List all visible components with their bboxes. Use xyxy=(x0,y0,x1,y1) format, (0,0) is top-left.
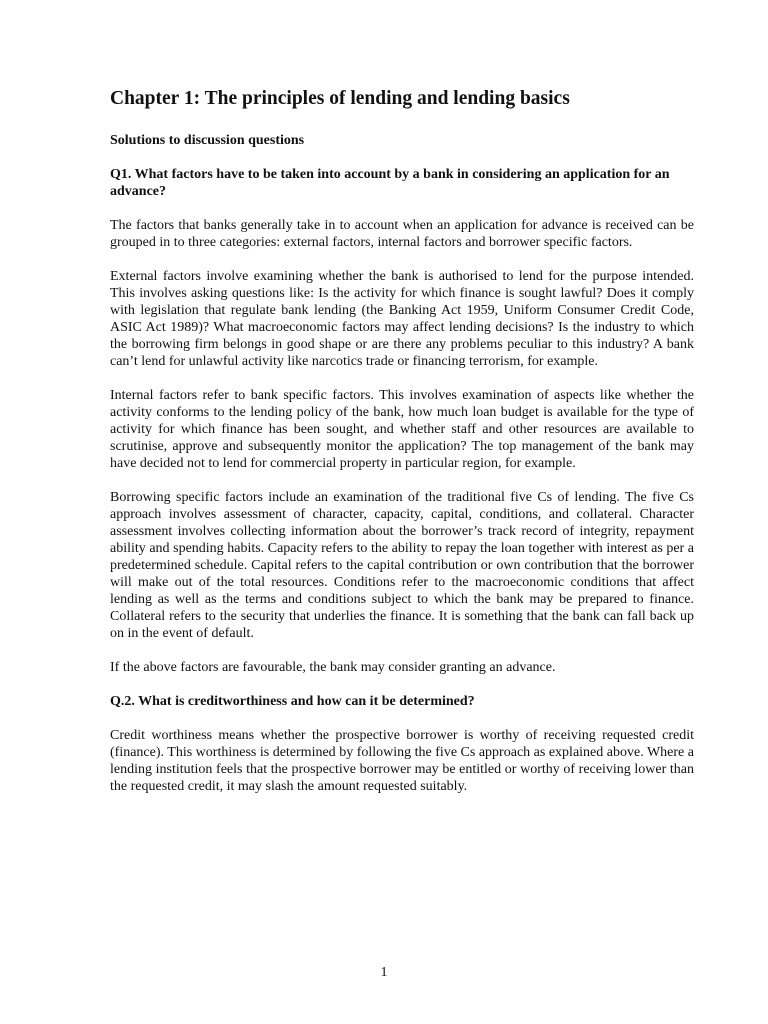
q1-paragraph-internal-factors: Internal factors refer to bank specific factors. This involves examination of aspects like whether the activity conforms to the lending policy of the bank, how much loan budget is available for the type of activity for which finance has been sought, and whether staff and other resources are available to scrutinise, approve and subsequently monitor the application? The top management of the bank may have decided not to lend for commercial property in particular region, for example. xyxy=(110,388,694,471)
q1-paragraph-borrower-factors: Borrowing specific factors include an examination of the traditional five Cs of lending. The five Cs approach involves assessment of character, capacity, capital, conditions, and collateral. Character assessment involves collecting information about the borrower’s track record of integrity, repayment ability and spending habits. Capacity refers to the ability to repay the loan together with interest as per a predetermined schedule. Capital refers to the capital contribution or own contribution that the borrower will make out of the total resources. Conditions refer to the macroeconomic conditions that affect lending as well as the terms and conditions subject to which the bank may be prepared to finance. Collateral refers to the security that underlies the finance. It is something that the bank can fall back up on in the event of default. xyxy=(110,490,694,641)
q2-paragraph-answer: Credit worthiness means whether the prospective borrower is worthy of receiving requested credit (finance). This worthiness is determined by following the five Cs approach as explained above. Where a lending institution feels that the prospective borrower may be entitled or worthy of receiving lower than the requested credit, it may slash the amount requested suitably. xyxy=(110,728,694,794)
section-subtitle: Solutions to discussion questions xyxy=(110,133,305,148)
q1-paragraph-conclusion: If the above factors are favourable, the bank may consider granting an advance. xyxy=(110,660,556,675)
question-1-heading: Q1. What factors have to be taken into account by a bank in considering an application for an advance? xyxy=(110,167,670,199)
q1-paragraph-external-factors: External factors involve examining whether the bank is authorised to lend for the purpose intended. This involves asking questions like: Is the activity for which finance is sought lawful? Does it comply with legislation that regulate bank lending (the Banking Act 1959, Uniform Consumer Credit Code, ASIC Act 1989)? What macroeconomic factors may affect lending decisions? Is the industry to which the borrowing firm belongs in good shape or are there any problems peculiar to this industry? A bank can’t lend for unlawful activity like narcotics trade or financing terrorism, for example. xyxy=(110,269,694,369)
chapter-title: Chapter 1: The principles of lending and lending basics xyxy=(110,88,570,109)
question-2-heading: Q.2. What is creditworthiness and how can it be determined? xyxy=(110,694,475,709)
page-number: 1 xyxy=(380,965,388,980)
page-content xyxy=(110,86,694,812)
q1-paragraph-intro: The factors that banks generally take in to account when an application for advance is received can be grouped in to three categories: external factors, internal factors and borrower specific factors. xyxy=(110,218,694,250)
